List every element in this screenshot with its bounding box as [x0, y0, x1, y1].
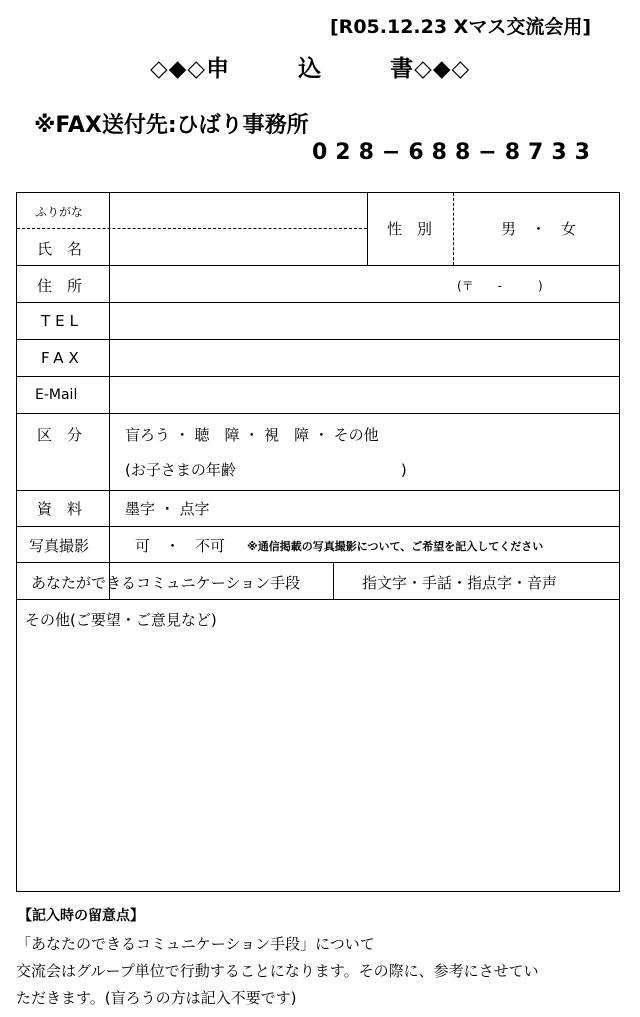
- gender-options[interactable]: 男 ・ 女: [501, 220, 577, 238]
- title-prefix: ◇◆◇申: [150, 56, 231, 82]
- note-line-2: 交流会はグループ単位で行動することになります。その際に、参考にさせてい: [16, 962, 539, 980]
- other-label: その他(ご要望・ご意見など): [25, 611, 217, 629]
- material-options[interactable]: 墨字 ・ 点字: [125, 500, 210, 518]
- title-mid: 込: [298, 56, 323, 82]
- category-options[interactable]: 盲ろう ・ 聴 障 ・ 視 障 ・ その他: [125, 426, 379, 444]
- photo-options[interactable]: 可 ・ 不可: [135, 537, 226, 555]
- email-label: E-Mail: [35, 387, 78, 403]
- fax-number: 028−688−8733: [312, 140, 598, 165]
- fax-label: FAX: [41, 349, 84, 367]
- comm-options[interactable]: 指文字・手話・指点字・音声: [362, 574, 558, 592]
- fax-destination: ※FAX送付先:ひばり事務所: [34, 113, 309, 138]
- tel-label: TEL: [41, 312, 83, 330]
- child-age-field[interactable]: (お子さまの年齢 ): [125, 461, 407, 479]
- photo-note: ※通信掲載の写真撮影について、ご希望を記入してください: [247, 540, 544, 553]
- page-title: [150, 50, 470, 83]
- note-line-3: ただきます。(盲ろうの方は記入不要です): [16, 989, 297, 1007]
- material-label: 資 料: [37, 500, 83, 518]
- notes-title: 【記入時の留意点】: [18, 908, 144, 924]
- furigana-label: ふりがな: [35, 205, 84, 219]
- comm-label: あなたができるコミュニケーション手段: [31, 574, 301, 592]
- postal-hint: (〒 - ): [457, 279, 543, 293]
- gender-label: 性 別: [387, 220, 433, 238]
- name-label: 氏 名: [37, 240, 83, 258]
- address-label: 住 所: [37, 277, 83, 295]
- note-line-1: 「あなたのできるコミュニケーション手段」について: [16, 935, 375, 953]
- category-label: 区 分: [37, 426, 83, 444]
- date-tag: [R05.12.23 Xマス交流会用]: [330, 16, 592, 38]
- photo-label: 写真撮影: [29, 537, 90, 555]
- application-form: [16, 192, 620, 892]
- title-suffix: 書◇◆◇: [390, 56, 471, 82]
